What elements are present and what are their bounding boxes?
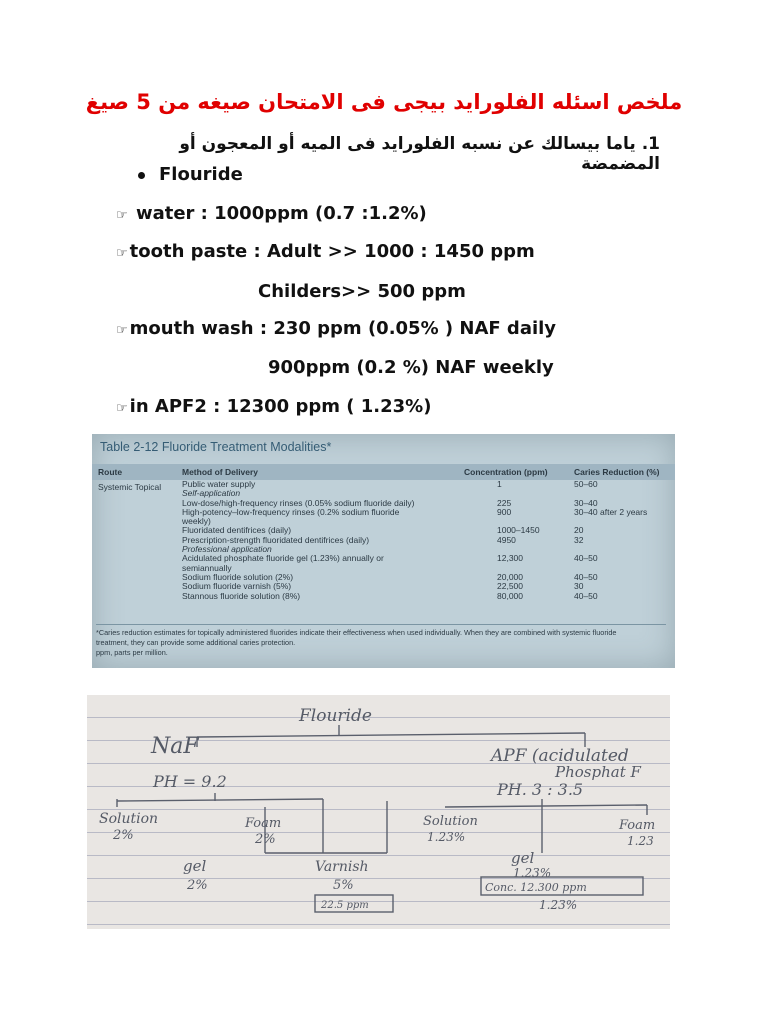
bullet-label: Flouride (159, 164, 243, 185)
handwritten-notes-photo (87, 695, 670, 929)
table-cell-red: 30–40 after 2 years (574, 506, 648, 517)
header-route: Route (98, 467, 123, 477)
table-cell-method: Low-dose/high-frequency rinses (0.05% sodium fluoride daily) (182, 497, 415, 508)
table-row (92, 517, 675, 526)
note-apf-ph: PH. 3 : 3.5 (497, 780, 584, 799)
table-cell-conc: 900 (497, 506, 512, 517)
line-toothpaste (116, 241, 535, 262)
note-solution-right: Solution (423, 814, 478, 829)
note-solution-left: Solution (99, 811, 159, 827)
table-cell-method: semiannually (182, 562, 232, 573)
note-foam-left-val: 2% (255, 832, 276, 847)
table-cell-conc: 20,000 (497, 571, 523, 582)
table-cell-method: Professional application (182, 544, 272, 555)
table-cell-conc: 225 (497, 497, 512, 508)
table-cell-method: Public water supply (182, 479, 256, 489)
bullet-flouride (138, 164, 243, 185)
table-row (92, 536, 675, 545)
header-concentration: Concentration (ppm) (464, 467, 548, 477)
table-row (92, 573, 675, 582)
tree-branch (197, 733, 585, 737)
line-mouthwash (116, 318, 556, 339)
table-body (92, 480, 675, 601)
table-title: Table 2-12 Fluoride Treatment Modalities* (100, 440, 332, 454)
pointing-hand-icon: ☞ (116, 246, 128, 261)
footnote-line: *Caries reduction estimates for topically administered fluorides indicate their effectiveness when used individually. When they are combined with systemic fluoride (96, 628, 617, 637)
note-gel-left: gel (183, 857, 207, 875)
line-children: Childers>> 500 ppm (258, 281, 466, 302)
line-water-text: water : 1000ppm (0.7 :1.2%) (135, 203, 427, 224)
table-cell-method: Acidulated phosphate fluoride gel (1.23%) annually or (182, 553, 384, 564)
bullet-dot-icon (138, 172, 145, 179)
footnote-line: treatment, they can provide some additional caries protection. (96, 638, 296, 647)
note-varnish: Varnish (315, 859, 369, 875)
table-cell-method: High-potency–low-frequency rinses (0.2% sodium fluoride (182, 506, 400, 517)
note-solution-right-val: 1.23% (427, 830, 466, 844)
table-cell-conc: 12,300 (497, 553, 523, 564)
fluoride-table-photo (92, 434, 675, 668)
table-cell-method: Sodium fluoride solution (2%) (182, 571, 294, 582)
pointing-hand-icon: ☞ (116, 401, 128, 416)
table-cell-red: 30 (574, 581, 584, 592)
table-row (92, 508, 675, 517)
route-cell: Systemic Topical (98, 482, 162, 492)
page-title: ملخص اسئله الفلورايد بيجى فى الامتحان صيغه من 5 صيغ (85, 90, 683, 114)
note-naf: NaF (151, 734, 199, 759)
table-cell-conc: 22,500 (497, 581, 523, 592)
line-apf-text: in APF2 : 12300 ppm ( 1.23%) (129, 396, 432, 417)
table-cell-conc: 1 (497, 479, 502, 489)
note-gel-right: gel (511, 849, 535, 867)
question-1: 1. ياما بيسالك عن نسبه الفلورايد فى الميه أو المعجون أو المضمضة (179, 134, 660, 174)
table-cell-method: Stannous fluoride solution (8%) (182, 590, 301, 601)
table-row (92, 554, 675, 563)
header-caries-reduction: Caries Reduction (%) (574, 467, 660, 477)
tree-branch (445, 805, 647, 807)
table-cell-red: 30–40 (574, 497, 598, 508)
line-weekly: 900ppm (0.2 %) NAF weekly (268, 357, 554, 378)
table-cell-method: Self-application (182, 488, 241, 499)
pointing-hand-icon: ☞ (116, 323, 128, 338)
note-apf2: Phosphat F (555, 763, 641, 781)
table-row (92, 480, 675, 489)
fluoride-tree-diagram (87, 695, 670, 929)
table-row (92, 526, 675, 535)
note-foam-right: Foam (619, 818, 656, 833)
table-cell-conc: 4950 (497, 534, 516, 545)
note-conc-box-val: 1.23% (539, 898, 578, 912)
table-cell-red: 40–50 (574, 553, 598, 564)
table-cell-red: 50–60 (574, 479, 598, 489)
pointing-hand-icon: ☞ (116, 208, 128, 223)
note-gel-right-val: 1.23% (513, 866, 552, 880)
table-cell-method: Fluoridated dentifrices (daily) (182, 525, 292, 536)
table-cell-red: 20 (574, 525, 584, 536)
line-mouthwash-text: mouth wash : 230 ppm (0.05% ) NAF daily (129, 318, 557, 339)
table-cell-method: weekly) (182, 516, 211, 527)
table-cell-red: 32 (574, 534, 584, 545)
table-footnote (96, 624, 666, 658)
table-cell-red: 40–50 (574, 590, 598, 601)
note-root: Flouride (299, 706, 372, 726)
note-solution-left-val: 2% (113, 828, 134, 843)
table-header (92, 464, 675, 480)
line-apf (116, 396, 431, 417)
note-naf-ph: PH = 9.2 (153, 772, 227, 791)
note-foam-left: Foam (245, 816, 282, 831)
tree-branch (117, 799, 323, 801)
note-gel-left-val: 2% (187, 878, 208, 893)
line-toothpaste-text: tooth paste : Adult >> 1000 : 1450 ppm (129, 241, 535, 262)
note-varnish-box-text: 22.5 ppm (321, 900, 369, 911)
table-row (92, 592, 675, 601)
table-cell-method: Prescription-strength fluoridated dentifrices (daily) (182, 534, 370, 545)
table-cell-conc: 80,000 (497, 590, 523, 601)
note-varnish-val: 5% (333, 878, 354, 893)
footnote-line: ppm, parts per million. (96, 648, 168, 657)
table-cell-method: Sodium fluoride varnish (5%) (182, 581, 292, 592)
table-cell-red: 40–50 (574, 571, 598, 582)
table-cell-conc: 1000–1450 (497, 525, 540, 536)
line-water (116, 203, 427, 224)
note-apf: APF (acidulated (491, 746, 629, 766)
note-conc-box-text: Conc. 12.300 ppm (485, 881, 587, 894)
header-method: Method of Delivery (182, 467, 259, 477)
note-foam-right-val: 1.23 (627, 834, 654, 848)
